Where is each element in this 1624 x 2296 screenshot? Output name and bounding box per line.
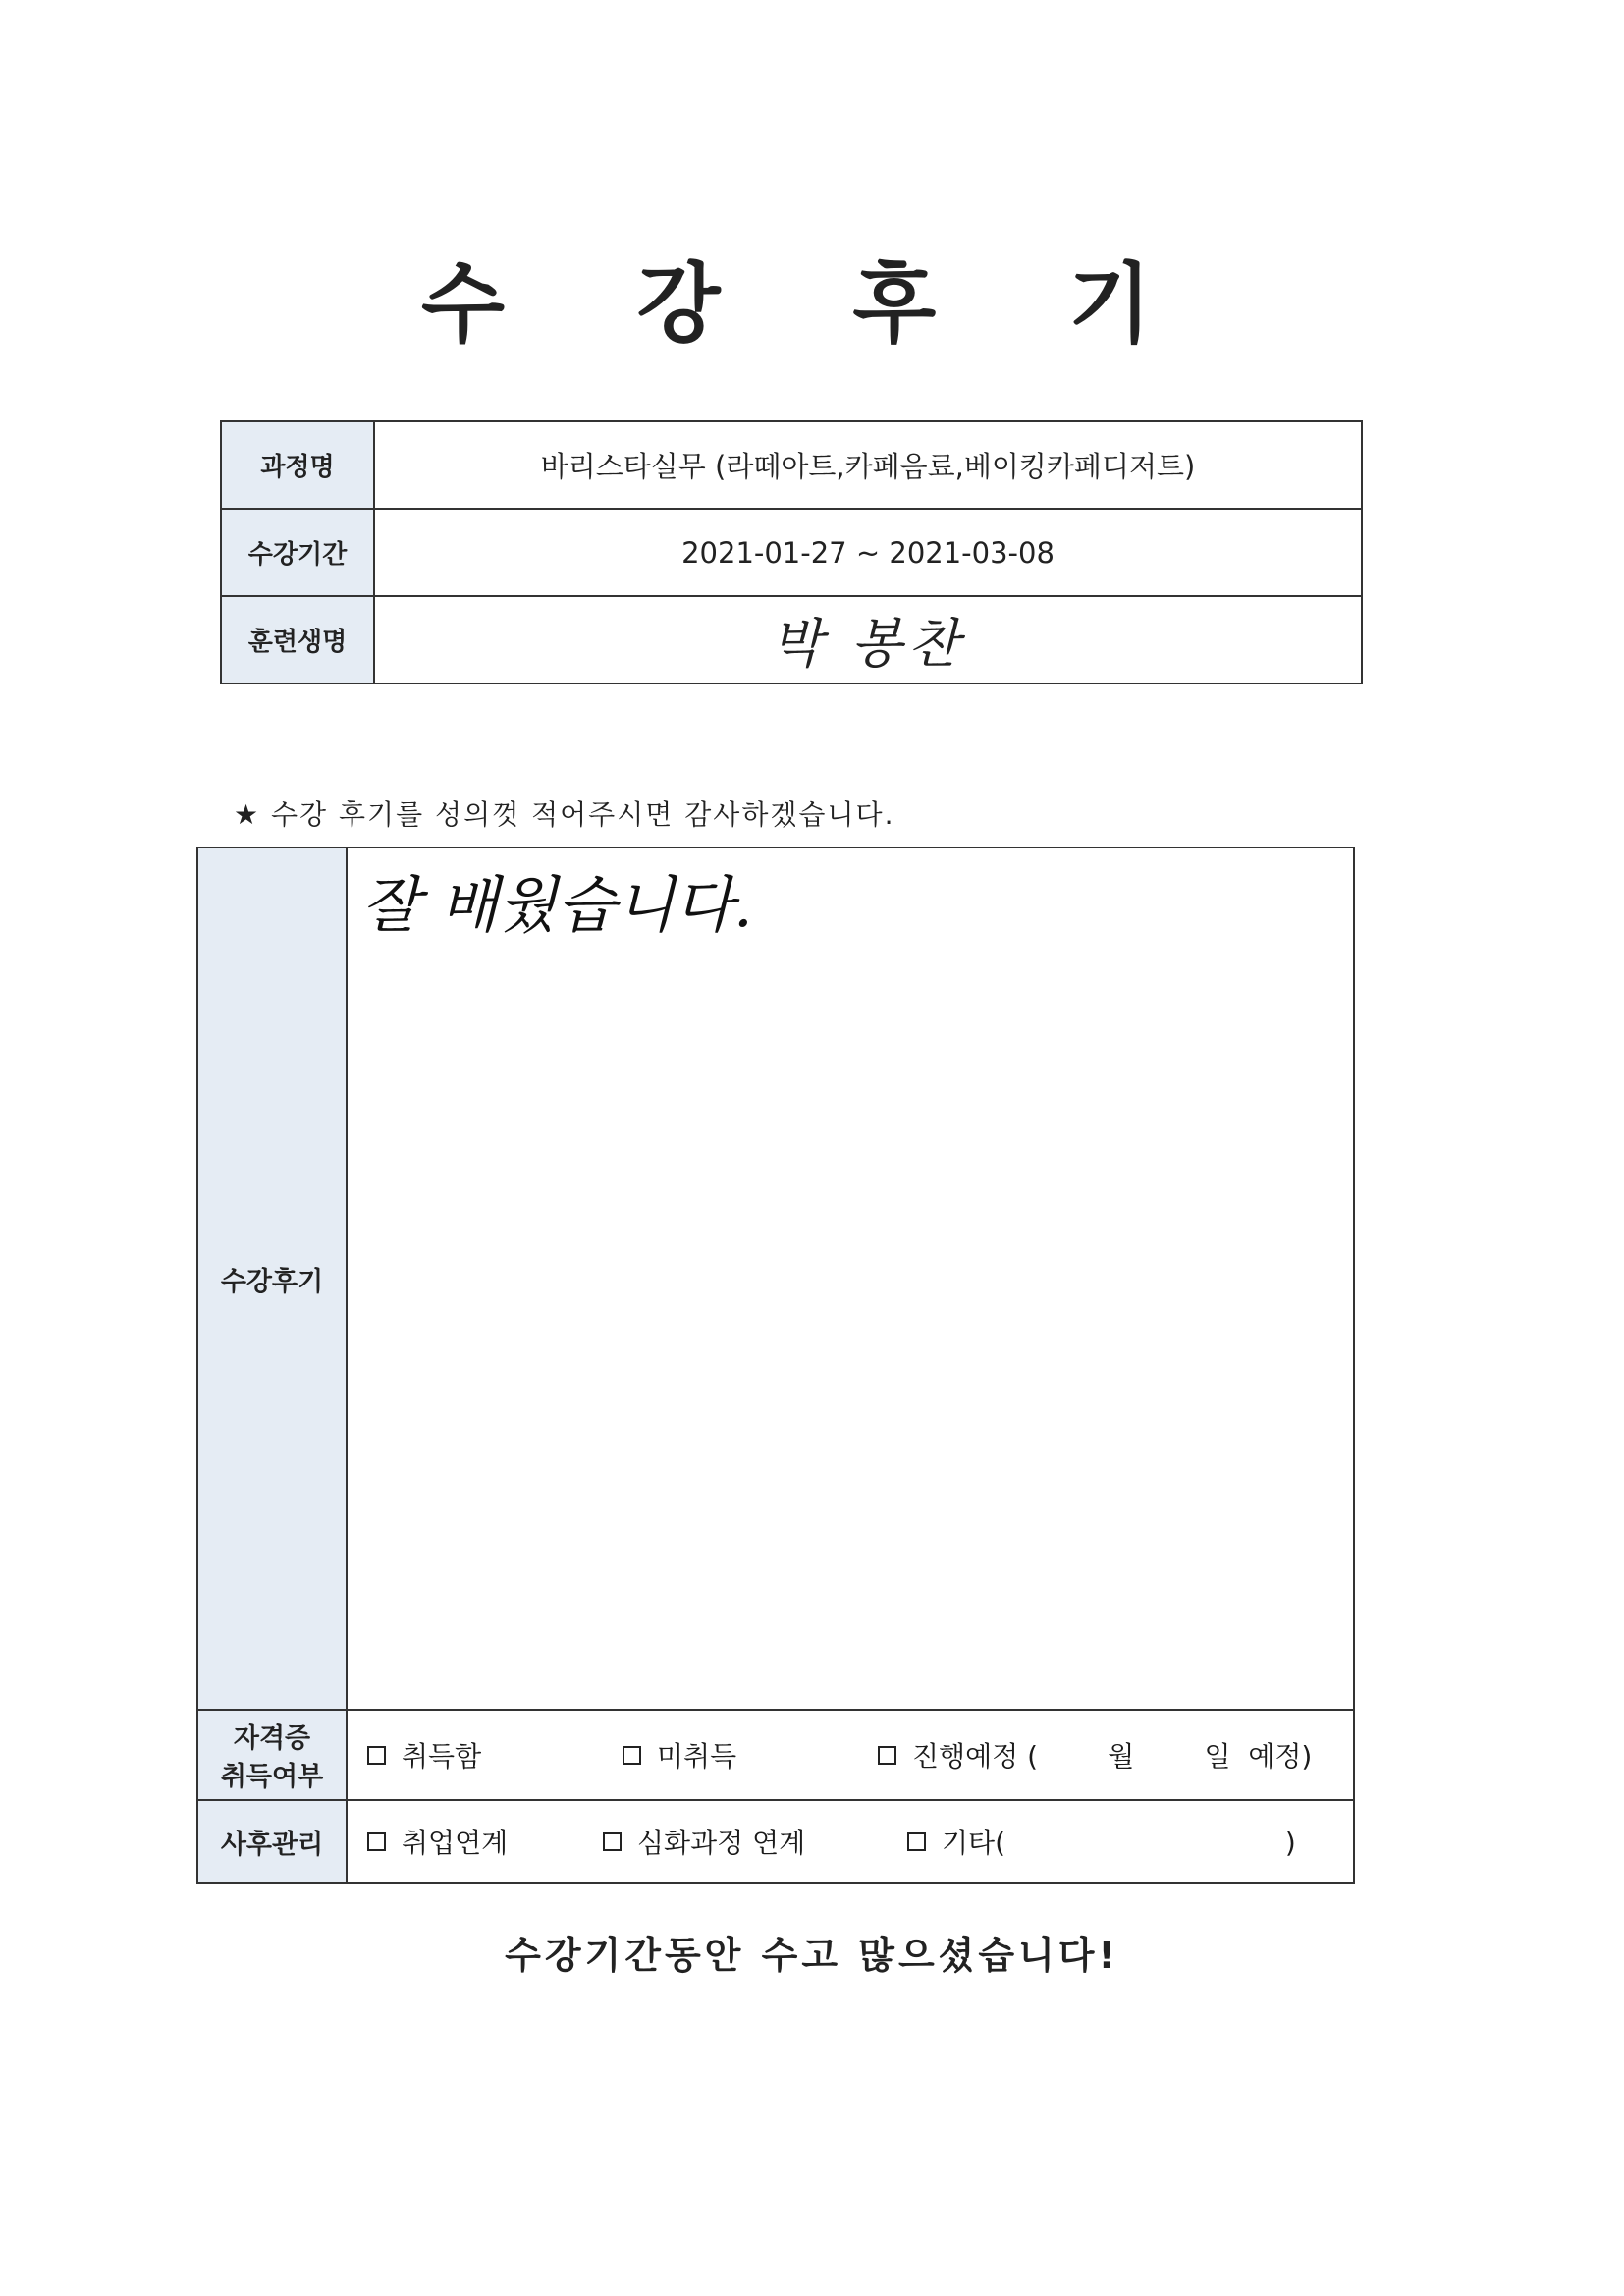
option-not-acquired-label: 미취득 — [657, 1740, 737, 1773]
option-advanced-course[interactable] — [603, 1822, 907, 1861]
aftercare-row — [197, 1800, 1354, 1883]
checkbox-icon[interactable] — [367, 1832, 386, 1851]
checkbox-icon[interactable] — [603, 1832, 622, 1851]
certificate-label-line1: 자격증 — [233, 1723, 311, 1754]
aftercare-options — [347, 1800, 1354, 1883]
checkbox-icon[interactable] — [623, 1746, 641, 1765]
checkbox-icon[interactable] — [878, 1746, 896, 1765]
course-label: 과정명 — [221, 421, 374, 509]
notice-text: ★ 수강 후기를 성의껏 적어주시면 감사하겠습니다. — [234, 798, 895, 831]
review-table — [196, 847, 1355, 1884]
review-label: 수강후기 — [197, 847, 347, 1710]
trainee-cell — [374, 596, 1362, 683]
course-value: 바리스타실무 (라떼아트,카페음료,베이킹카페디저트) — [374, 421, 1362, 509]
period-value: 2021-01-27 ~ 2021-03-08 — [374, 509, 1362, 596]
course-info-table — [220, 420, 1363, 684]
certificate-label-line2: 취득여부 — [220, 1762, 324, 1792]
document-title: 수 강 후 기 — [421, 253, 1203, 355]
option-employment-label: 취업연계 — [402, 1827, 509, 1859]
checkbox-icon[interactable] — [367, 1746, 386, 1765]
trainee-signature: 박 봉찬 — [771, 613, 965, 675]
review-cell — [347, 847, 1354, 1710]
certificate-options — [347, 1710, 1354, 1800]
option-advanced-course-label: 심화과정 연계 — [637, 1827, 806, 1859]
course-row — [221, 421, 1362, 509]
option-other-label: 기타( ) — [942, 1827, 1296, 1859]
review-handwriting: 잘 배웠습니다. — [361, 869, 753, 941]
closing-message: 수강기간동안 수고 많으셨습니다! — [505, 1934, 1119, 1977]
trainee-label: 훈련생명 — [221, 596, 374, 683]
certificate-label — [197, 1710, 347, 1800]
option-in-progress[interactable] — [878, 1735, 1312, 1775]
checkbox-icon[interactable] — [907, 1832, 926, 1851]
option-in-progress-label: 진행예정 ( 월 일 예정) — [912, 1740, 1313, 1773]
period-row — [221, 509, 1362, 596]
certificate-row — [197, 1710, 1354, 1800]
aftercare-label: 사후관리 — [197, 1800, 347, 1883]
review-row — [197, 847, 1354, 1710]
period-label: 수강기간 — [221, 509, 374, 596]
option-acquired[interactable] — [367, 1735, 623, 1775]
trainee-row — [221, 596, 1362, 683]
option-employment[interactable] — [367, 1822, 603, 1861]
option-not-acquired[interactable] — [623, 1735, 878, 1775]
option-acquired-label: 취득함 — [402, 1740, 482, 1773]
option-other[interactable] — [907, 1822, 1296, 1861]
